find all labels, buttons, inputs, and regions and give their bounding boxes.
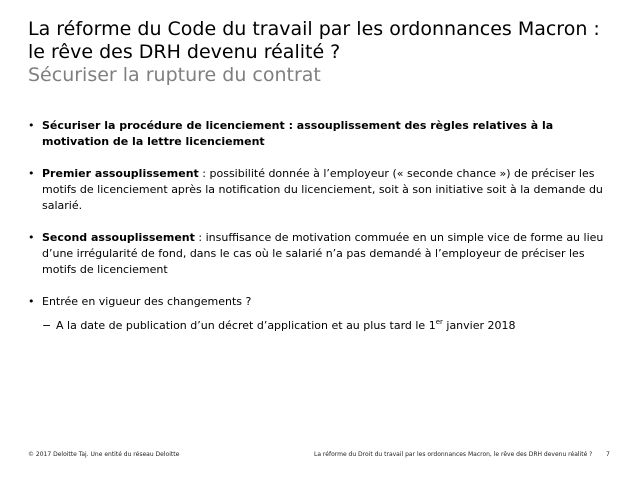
bullet-item (28, 230, 614, 278)
bullet-bold-text: Second assouplissement (42, 231, 195, 244)
bullet-marker: • (28, 231, 35, 244)
bullet-item (28, 118, 614, 150)
slide-subtitle: Sécuriser la rupture du contrat (28, 64, 321, 86)
bullet-text: : insuffisance de motivation commuée en un simple vice de forme au lieu d’une irrégularité de fond, dans le cas où le salarié n’a pas demandé à l’employeur de préciser les motifs de licenciement (42, 231, 604, 276)
slide-title: La réforme du Code du travail par les ordonnances Macron : le rêve des DRH devenu réalité ? (28, 18, 600, 63)
sub-bullet-marker: − (42, 319, 52, 332)
footer-copyright: © 2017 Deloitte Taj. Une entité du réseau Deloitte (28, 451, 180, 458)
sub-bullet-text-end: janvier 2018 (442, 319, 516, 332)
bullet-bold-text: Sécuriser la procédure de licenciement : assouplissement des règles relatives à la motivation de la lettre licenciement (42, 119, 554, 148)
bullet-item (28, 166, 614, 214)
ordinal-superscript: er (435, 318, 443, 326)
page-number: 7 (606, 451, 610, 458)
bullet-text: Entrée en vigueur des changements ? (42, 295, 252, 308)
bullet-marker: • (28, 119, 35, 132)
bullet-marker: • (28, 167, 35, 180)
bullet-text: : possibilité donnée à l’employeur (« seconde chance ») de préciser les motifs de licenciement après la notification du licenciement, soit à son initiative soit à la demande du salarié. (42, 167, 603, 212)
bullet-marker: • (28, 295, 35, 308)
sub-bullet-item (42, 318, 614, 334)
bullet-bold-text: Premier assouplissement (42, 167, 199, 180)
bullet-item (28, 294, 614, 334)
footer-doc-title: La réforme du Droit du travail par les ordonnances Macron, le rêve des DRH devenu réalité ? (314, 451, 593, 458)
bullet-list (28, 118, 614, 350)
sub-bullet-text: A la date de publication d’un décret d’application et au plus tard le 1 (56, 319, 436, 332)
